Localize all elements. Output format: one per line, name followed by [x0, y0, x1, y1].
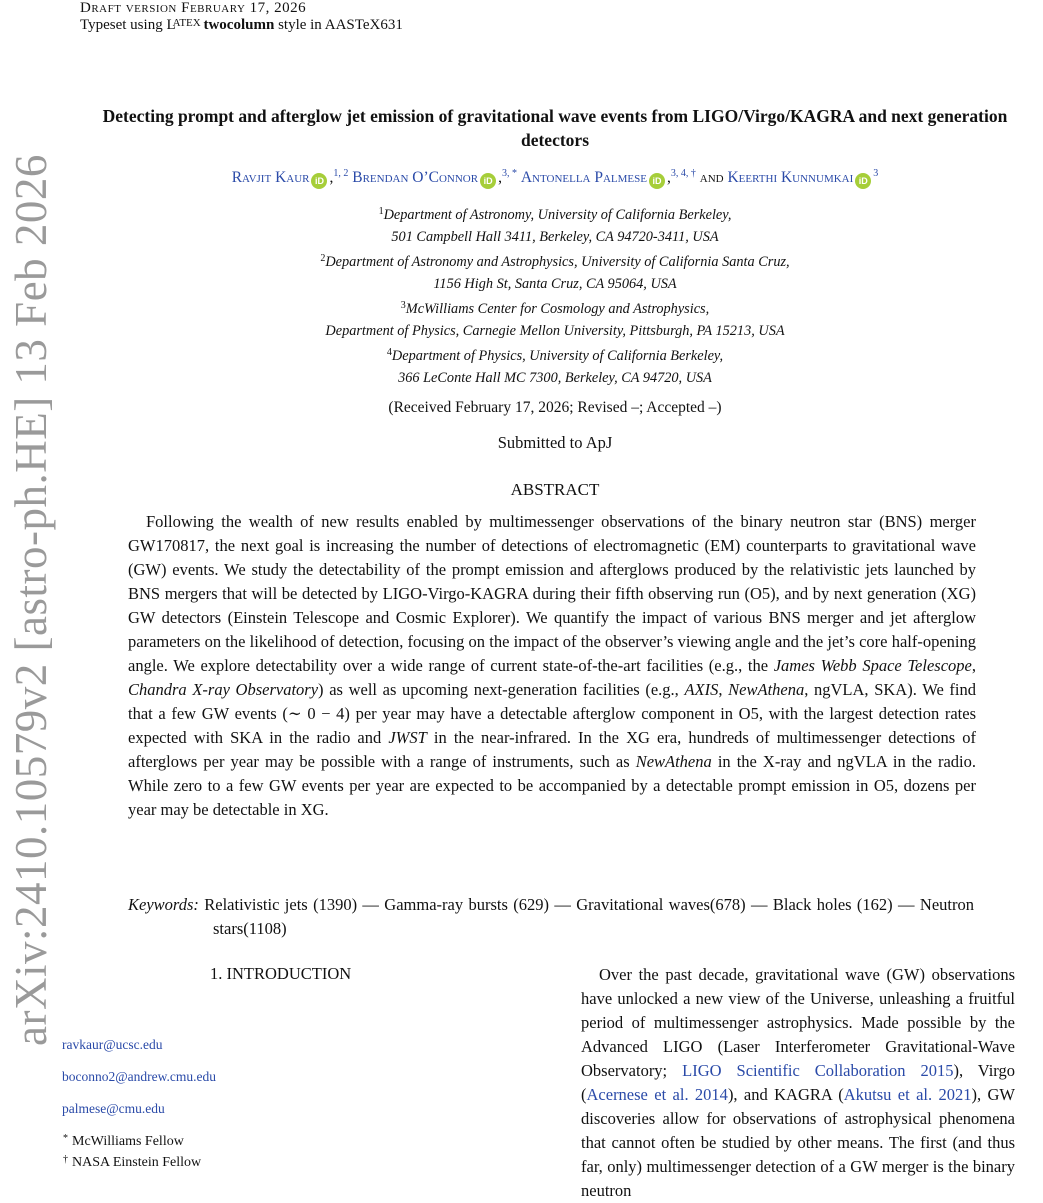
affiliation-line: 366 LeConte Hall MC 7300, Berkeley, CA 94720, USA: [398, 370, 712, 386]
affiliation-line: $^3$McWilliams Center for Cosmology and Astrophysics,: [400, 300, 710, 317]
arxiv-id: arXiv:2410.10579v2 [astro-ph.HE] 13 Feb 2026: [6, 154, 56, 1046]
author-name[interactable]: Keerthi Kunnumkai: [727, 169, 854, 186]
author-affil-sup[interactable]: 3, *: [501, 168, 517, 179]
citation-link[interactable]: Acernese et al. 2014: [586, 1085, 728, 1104]
footnote: † NASA Einstein Fellow: [63, 1154, 202, 1170]
draft-version-line: Draft version February 17, 2026: [80, 0, 307, 16]
orcid-icon[interactable]: iD: [480, 173, 496, 189]
and-word: and: [699, 169, 724, 186]
footnote: * McWilliams Fellow: [63, 1133, 184, 1149]
orcid-icon[interactable]: iD: [855, 173, 871, 189]
orcid-icon[interactable]: iD: [649, 173, 665, 189]
abstract-text: Following the wealth of new results enabled by multimessenger observations of the binary neutron star (BNS) merger GW170817, the next goal is increasing the number of detections of electromagnetic (EM) counterparts to gravitational wave (GW) events. We study the detectability of the prompt emission and afterglows produced by the relativistic jets launched by BNS mergers that will be detected by LIGO-Virgo-KAGRA during their fifth observing run (O5), and by next generation (XG) GW detectors (Einstein Telescope and Cosmic Explorer). We quantify the impact of various BNS merger and jet afterglow parameters on the likelihood of detection, focusing on the impact of the observer’s viewing angle and the jet’s core half-opening angle. We explore detectability over a wide range of current state-of-the-art facilities (e.g., the James Webb Space Telescope, Chandra X-ray Observatory) as well as upcoming next-generation facilities (e.g., AXIS, NewAthena, ngVLA, SKA). We find that a few GW events (∼ 0 − 4) per year may have a detectable afterglow component in O5, with the largest detection rates expected with SKA in the radio and JWST in the near-infrared. In the XG era, hundreds of multimessenger detections of afterglows per year may be possible with a range of instruments, such as NewAthena in the X-ray and ngVLA in the radio. While zero to a few GW events per year are expected to be accompanied by a detectable prompt emission in O5, dozens per year may be detectable in XG.: [128, 512, 976, 819]
author-list: Ravjit Kaur iD ,$^{1, 2}$ Brendan O’Connor iD ,$^{3, *}$ Antonella Palmese iD ,$^{3, 4, \dagger}$ and Keerthi Kunnumkai $iD^3$: [100, 168, 1010, 189]
typeset-line: Typeset using $L^{ATEX}$ twocolumn style in AASTeX631: [80, 17, 403, 33]
author-affil-sup[interactable]: 3: [873, 168, 879, 179]
email-link[interactable]: ravkaur@ucsc.edu: [62, 1037, 163, 1052]
received-dates: (Received February 17, 2026; Revised –; Accepted –): [388, 399, 722, 416]
orcid-icon[interactable]: iD: [311, 173, 327, 189]
citation-link[interactable]: Akutsu et al. 2021: [843, 1085, 972, 1104]
email-link[interactable]: palmese@cmu.edu: [62, 1101, 165, 1116]
abstract-heading: ABSTRACT: [510, 480, 600, 499]
affiliation-line: 501 Campbell Hall 3411, Berkeley, CA 94720-3411, USA: [391, 229, 719, 245]
author-name[interactable]: Ravjit Kaur: [231, 169, 310, 186]
affiliation-line: $^2$Department of Astronomy and Astrophysics, University of California Santa Cruz,: [320, 253, 790, 270]
email-link[interactable]: boconno2@andrew.cmu.edu: [62, 1069, 217, 1084]
introduction-text: Over the past decade, gravitational wave (GW) observations have unlocked a new view of the Universe, unleashing a fruitful period of multimessenger astrophysics. Made possible by the Advanced LIGO (Laser Interferometer Gravitational-Wave Observatory; LIGO Scientific Collaboration 2015), Virgo (Acernese et al. 2014), and KAGRA (Akutsu et al. 2021), GW discoveries allow for observations of astrophysical phenomena that cannot often be studied by other means. The first (and thus far, only) multimessenger detection of a GW merger is the binary neutron: [581, 965, 1015, 1200]
keywords: Keywords: Relativistic jets (1390) — Gamma-ray bursts (629) — Gravitational waves(678) — Black holes (162) — Neutron stars(1108): [128, 895, 974, 938]
author-affil-sup[interactable]: 3, 4, †: [670, 168, 696, 179]
submitted-to: Submitted to ApJ: [497, 433, 613, 452]
author-name[interactable]: Antonella Palmese: [520, 169, 647, 186]
citation-link[interactable]: LIGO Scientific Collaboration 2015: [682, 1061, 954, 1080]
author-name[interactable]: Brendan O’Connor: [352, 169, 479, 186]
affiliation-line: Department of Physics, Carnegie Mellon University, Pittsburgh, PA 15213, USA: [325, 323, 785, 339]
arxiv-sidebar: [0, 154, 64, 1046]
author-affil-sup[interactable]: 1, 2: [333, 168, 349, 179]
affiliation-line: $^1$Department of Astronomy, University of California Berkeley,: [378, 206, 732, 223]
paper-title: Detecting prompt and afterglow jet emission of gravitational wave events from LIGO/Virgo/KAGRA and next generation detectors: [102, 106, 1008, 150]
affiliation-line: 1156 High St, Santa Cruz, CA 95064, USA: [433, 276, 677, 292]
keywords-label: Keywords:: [128, 895, 199, 914]
affiliation-line: $^4$Department of Physics, University of California Berkeley,: [386, 347, 724, 364]
section-heading-introduction: 1. INTRODUCTION: [210, 964, 352, 983]
affiliations: [100, 201, 1010, 389]
